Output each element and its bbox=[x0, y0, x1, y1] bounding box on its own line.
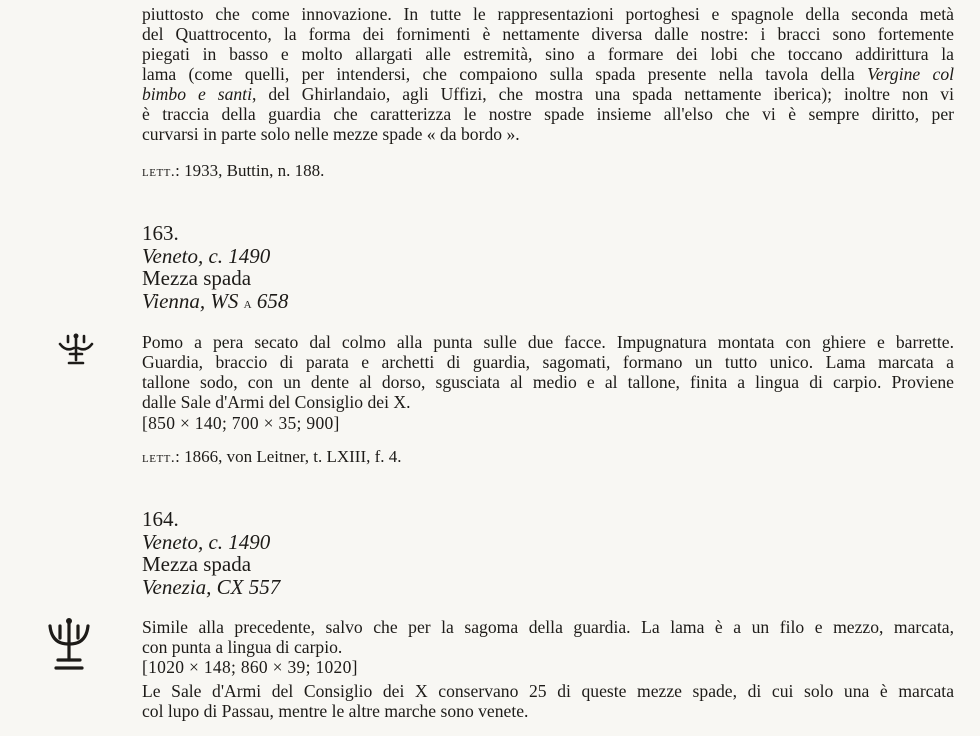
entry-number: 163. bbox=[142, 221, 179, 245]
bibliography-line-163 bbox=[142, 447, 402, 468]
entry-description-163 bbox=[142, 332, 954, 412]
text-line bbox=[142, 64, 954, 84]
bibliography-text: : 1866, von Leitner, t. LXIII, f. 4. bbox=[175, 447, 402, 466]
text-line: col lupo di Passau, mentre le altre marche sono venete. bbox=[142, 701, 529, 721]
location-small: a bbox=[243, 294, 252, 312]
entry-description-164 bbox=[142, 617, 954, 657]
entry-note-164 bbox=[142, 681, 954, 721]
location-number: 658 bbox=[256, 288, 289, 313]
text-segment: lama (come quelli, per intendersi, che compaiono sulla spada presente nella tavola della bbox=[142, 64, 855, 84]
text-line: del Quattrocento, la forma dei fornimenti è nettamente diversa dalle nostre: i bracci sono fortemente bbox=[142, 24, 954, 44]
entry-type: Mezza spada bbox=[142, 552, 252, 576]
entry-header-163 bbox=[142, 222, 288, 315]
armorer-mark-icon bbox=[44, 616, 94, 672]
text-line: Guardia, braccio di parata e archetti di guardia, sagomati, formano un tutto unico. Lama marcata a bbox=[142, 352, 954, 372]
entry-dimensions-164: [1020 × 148; 860 × 39; 1020] bbox=[142, 657, 358, 677]
entry-header-164 bbox=[142, 508, 280, 598]
text-line: Pomo a pera secato dal colmo alla punta sulle due facce. Impugnatura montata con ghiere e barrette. bbox=[142, 332, 954, 352]
entry-dimensions-163: [850 × 140; 700 × 35; 900] bbox=[142, 413, 340, 433]
bibliography-line bbox=[142, 161, 324, 182]
entry-type: Mezza spada bbox=[142, 266, 252, 290]
text-segment: , del Ghirlandaio, agli Uffizi, che mostra una spada nettamente iberica); inoltre non vi bbox=[251, 84, 954, 104]
armorer-mark-icon bbox=[56, 330, 96, 370]
text-line: curvarsi in parte solo nelle mezze spade « da bordo ». bbox=[142, 124, 520, 144]
location-text: Vienna, WS bbox=[142, 288, 239, 313]
entry-location bbox=[142, 290, 288, 316]
text-line: tallone sodo, con un dente al dorso, sgusciata al medio e al tallone, finita a lingua di carpio. Proviene bbox=[142, 372, 954, 392]
text-line: con punta a lingua di carpio. bbox=[142, 637, 343, 657]
bibliography-label: lett. bbox=[142, 450, 176, 466]
text-line: dalle Sale d'Armi del Consiglio dei X. bbox=[142, 392, 411, 412]
text-line bbox=[142, 84, 954, 104]
text-line: piuttosto che come innovazione. In tutte le rappresentazioni portoghesi e spagnole della seconda metà bbox=[142, 4, 954, 24]
text-line: Le Sale d'Armi del Consiglio dei X conservano 25 di queste mezze spade, di cui solo una è marcata bbox=[142, 681, 954, 701]
bibliography-text: : 1933, Buttin, n. 188. bbox=[175, 161, 325, 180]
bibliography-label: lett. bbox=[142, 164, 176, 180]
intro-paragraph bbox=[142, 4, 954, 144]
entry-origin: Veneto, c. 1490 bbox=[142, 529, 271, 554]
painting-title-part: Vergine col bbox=[867, 64, 955, 84]
entry-location: Venezia, CX 557 bbox=[142, 574, 281, 599]
text-line: è traccia della guardia che caratterizza le nostre spade insieme all'elso che vi è sempre diritto, per bbox=[142, 104, 954, 124]
text-line: piegati in basso e molto allargati alle estremità, sino a formare dei lobi che toccano addirittura la bbox=[142, 44, 954, 64]
entry-origin: Veneto, c. 1490 bbox=[142, 243, 271, 268]
entry-number: 164. bbox=[142, 507, 179, 531]
painting-title-part: bimbo e santi bbox=[142, 84, 252, 104]
text-line: Simile alla precedente, salvo che per la sagoma della guardia. La lama è a un filo e mezzo, marcata, bbox=[142, 617, 954, 637]
